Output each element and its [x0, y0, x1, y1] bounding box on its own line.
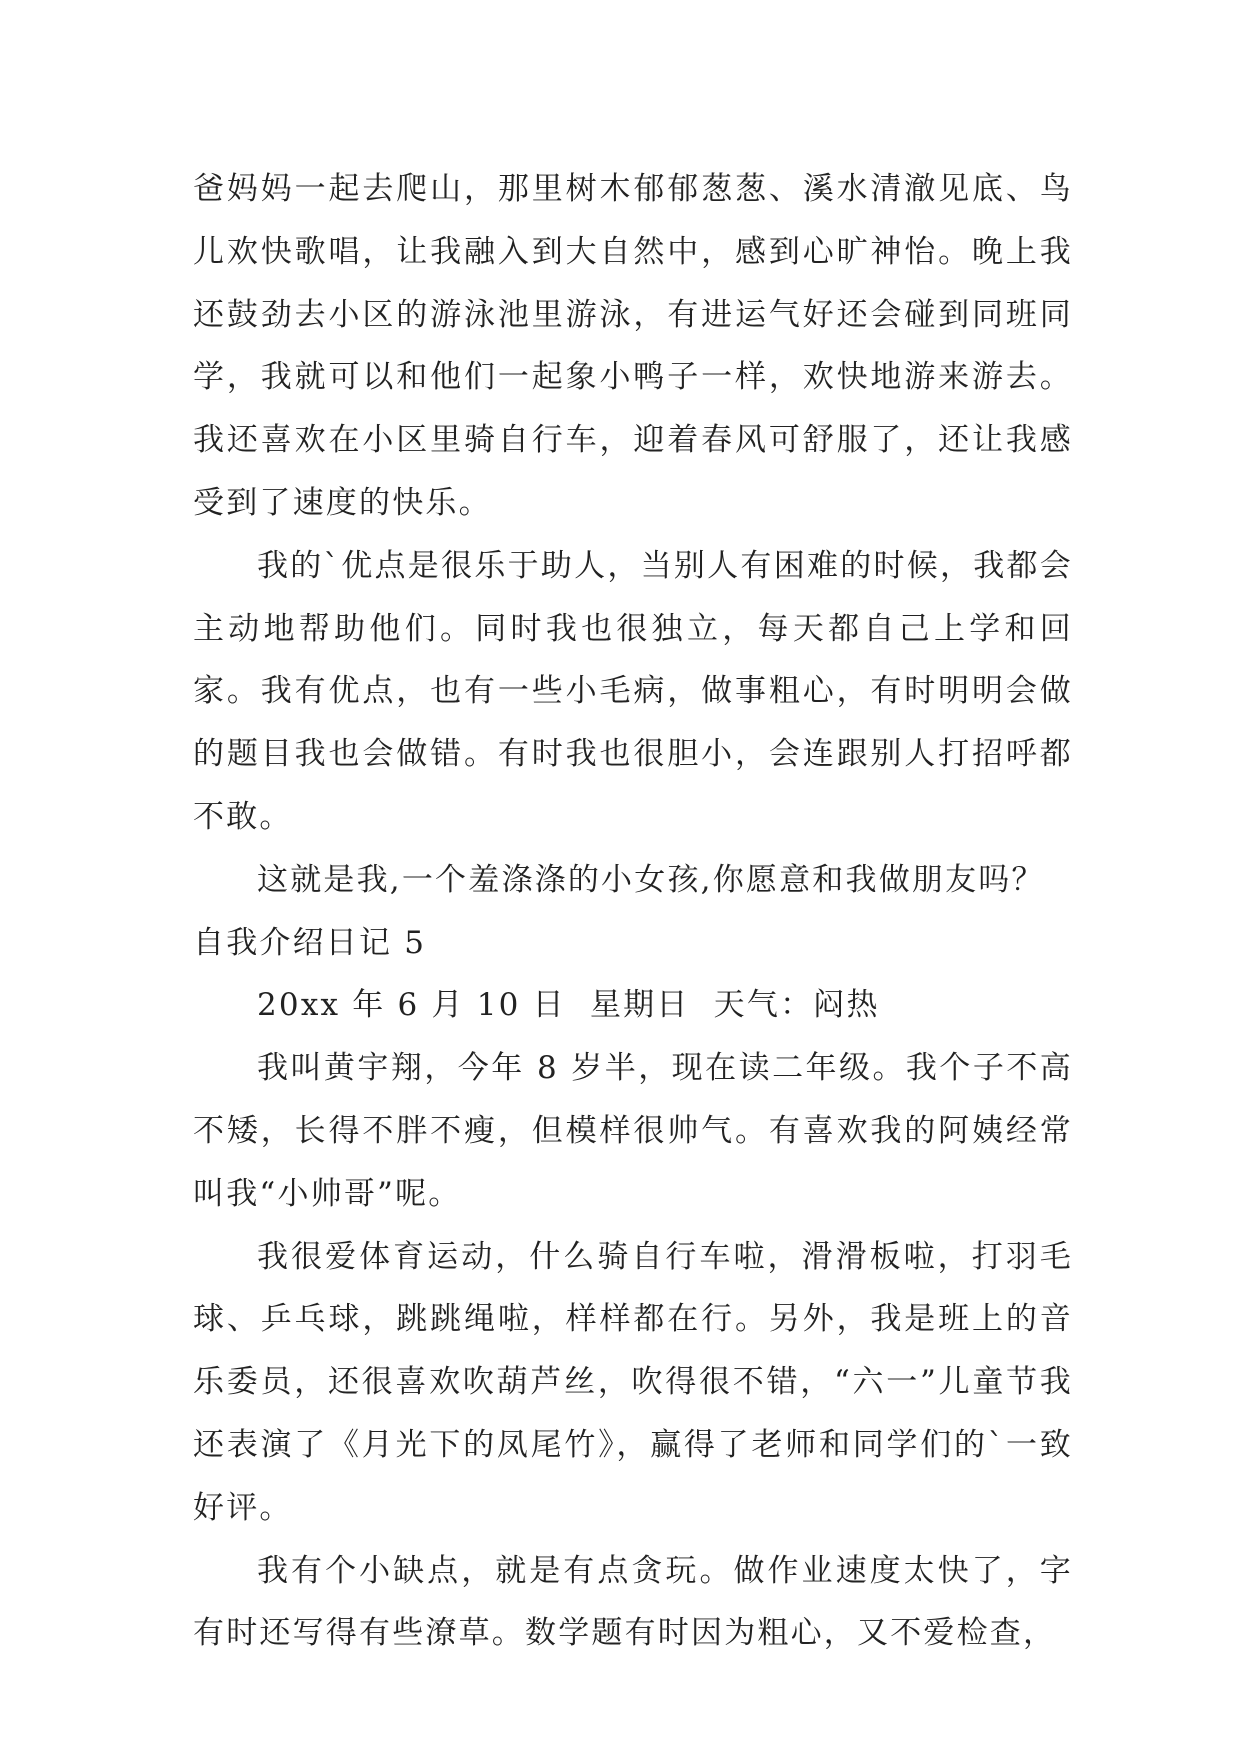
- paragraph-intro: 我叫黄宇翔，今年 8 岁半，现在读二年级。我个子不高不矮，长得不胖不瘦，但模样很帅气。有喜欢我的阿姨经常叫我“小帅哥”呢。: [193, 1050, 1073, 1212]
- paragraph-weakness: 我有个小缺点，就是有点贪玩。做作业速度太快了，字有时还写得有些潦草。数学题有时因为粗心，又不爱检查，: [193, 1552, 1073, 1652]
- document-body: [193, 158, 1073, 1665]
- paragraph-hobbies: 我很爱体育运动，什么骑自行车啦，滑滑板啦，打羽毛球、乒乓球，跳跳绳啦，样样都在行。另外，我是班上的音乐委员，还很喜欢吹葫芦丝，吹得很不错，“六一”儿童节我还表演了《月光下的凤尾竹》，赢得了老师和同学们的`一致好评。: [193, 1238, 1073, 1526]
- paragraph-closing: 这就是我,一个羞涤涤的小女孩,你愿意和我做朋友吗？: [257, 861, 1045, 898]
- section-title: 自我介绍日记 5: [193, 924, 427, 961]
- paragraph-strengths: 我的`优点是很乐于助人，当别人有困难的时候，我都会主动地帮助他们。同时我也很独立，每天都自己上学和回家。我有优点，也有一些小毛病，做事粗心，有时明明会做的题目我也会做错。有时我也很胆小，会连跟别人打招呼都不敢。: [193, 547, 1073, 835]
- paragraph-continued: 爸妈妈一起去爬山，那里树木郁郁葱葱、溪水清澈见底、鸟儿欢快歌唱，让我融入到大自然中，感到心旷神怡。晚上我还鼓劲去小区的游泳池里游泳，有进运气好还会碰到同班同学，我就可以和他们一起象小鸭子一样，欢快地游来游去。我还喜欢在小区里骑自行车，迎着春风可舒服了，还让我感受到了速度的快乐。: [193, 171, 1073, 521]
- diary-date-line: 20xx 年 6 月 10 日 星期日 天气：闷热: [257, 987, 880, 1024]
